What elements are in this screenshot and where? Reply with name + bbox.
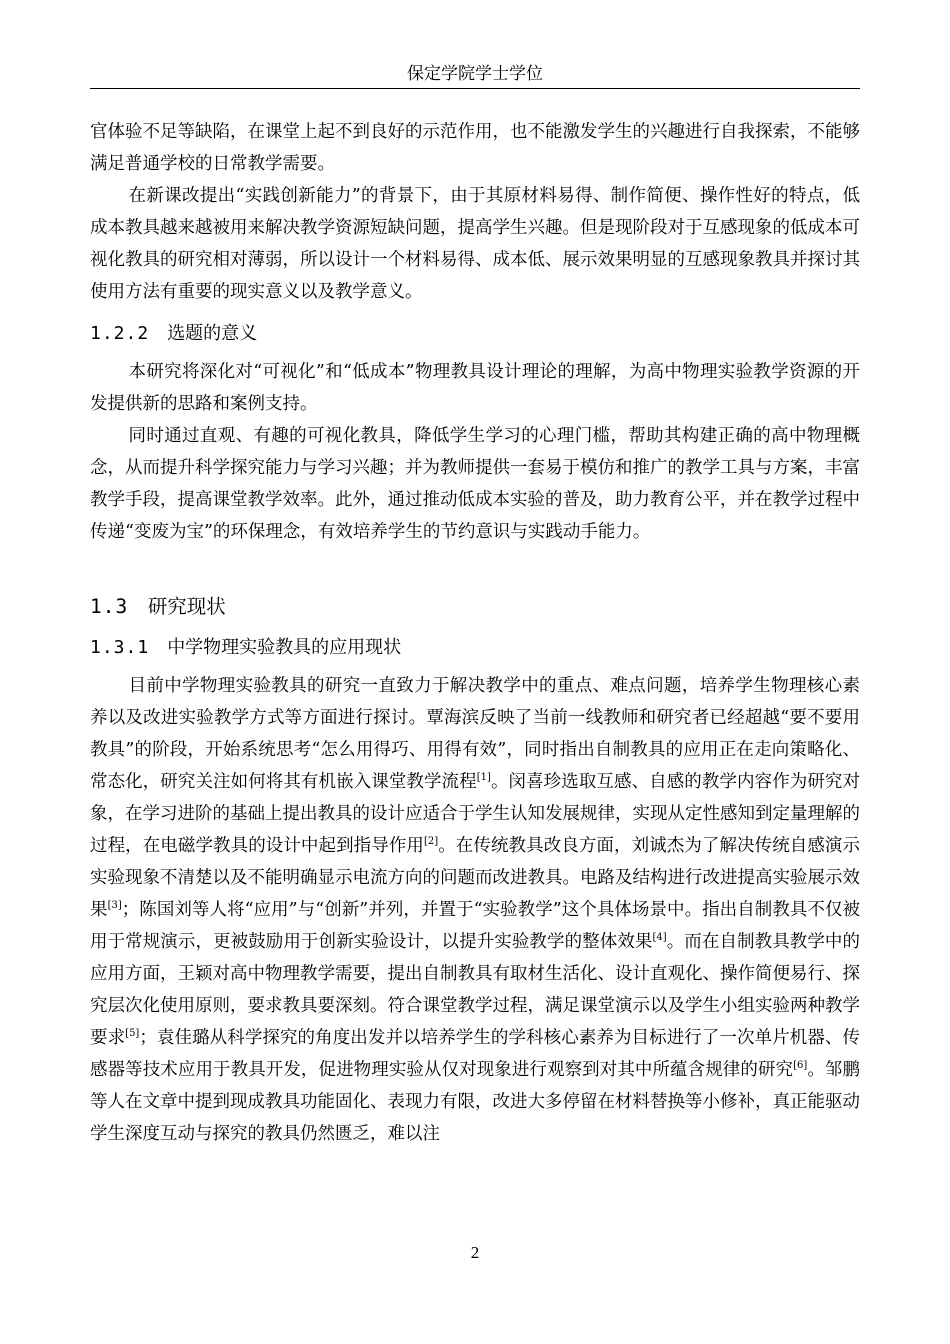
paragraph-significance-1: 本研究将深化对“可视化”和“低成本”物理教具设计理论的理解，为高中物理实验教学资源的开发提供新的思路和案例支持。 (90, 362, 860, 414)
paragraph-continued: 官体验不足等缺陷，在课堂上起不到良好的示范作用，也不能激发学生的兴趣进行自我探索，不能够满足普通学校的日常教学需要。 (90, 122, 860, 174)
running-header: 保定学院学士学位 (407, 64, 543, 84)
document-body (90, 116, 860, 1150)
citation-5: [5] (125, 1028, 140, 1039)
header-divider (90, 88, 860, 89)
section-number: 1.3.1 (90, 637, 150, 658)
paragraph-background: 在新课改提出“实践创新能力”的背景下，由于其原材料易得、制作简便、操作性好的特点，低成本教具越来越被用来解决教学资源短缺问题，提高学生兴趣。但是现阶段对于互感现象的低成本可视化教具的研究相对薄弱，所以设计一个材料易得、成本低、展示效果明显的互感现象教具并探讨其使用方法有重要的现实意义以及教学意义。 (90, 186, 860, 302)
citation-1: [1] (476, 772, 491, 783)
section-title: 选题的意义 (167, 323, 258, 344)
citation-3: [3] (107, 900, 122, 911)
section-title: 研究现状 (147, 595, 226, 618)
section-number: 1.3 (90, 595, 129, 618)
section-heading-1-3 (90, 592, 860, 622)
section-title: 中学物理实验教具的应用现状 (167, 637, 402, 658)
section-heading-1-3-1 (90, 634, 860, 662)
citation-6: [6] (793, 1060, 808, 1071)
page-number: 2 (470, 1243, 480, 1262)
section-heading-1-2-2 (90, 320, 860, 348)
citation-4: [4] (652, 932, 667, 943)
section-number: 1.2.2 (90, 323, 150, 344)
paragraph-significance-2: 同时通过直观、有趣的可视化教具，降低学生学习的心理门槛，帮助其构建正确的高中物理概念，从而提升科学探究能力与学习兴趣；并为教师提供一套易于模仿和推广的教学工具与方案，丰富教学手段，提高课堂教学效率。此外，通过推动低成本实验的普及，助力教育公平，并在教学过程中传递“变废为宝”的环保理念，有效培养学生的节约意识与实践动手能力。 (90, 426, 860, 542)
paragraph-research-status: 目前中学物理实验教具的研究一直致力于解决教学中的重点、难点问题，培养学生物理核心素养以及改进实验教学方式等方面进行探讨。覃海滨反映了当前一线教师和研究者已经超越“要不要用教具”的阶段，开始系统思考“怎么用得巧、用得有效”，同时指出自制教具的应用正在走向策略化、常态化，研究关注如何将其有机嵌入课堂教学流程[1]。闵喜珍选取互感、自感的教学内容作为研究对象，在学习进阶的基础上提出教具的设计应适合于学生认知发展规律，实现从定性感知到定量理解的过程，在电磁学教具的设计中起到指导作用[2]。在传统教具改良方面，刘诚杰为了解决传统自感演示实验现象不清楚以及不能明确显示电流方向的问题而改进教具。电路及结构进行改进提高实验展示效果[3]；陈国刘等人将“应用”与“创新”并列，并置于“实验教学”这个具体场景中。指出自制教具不仅被用于常规演示，更被鼓励用于创新实验设计，以提升实验教学的整体效果[4]。而在自制教具教学中的应用方面，王颖对高中物理教学需要，提出自制教具有取材生活化、设计直观化、操作简便易行、探究层次化使用原则，要求教具要深刻。符合课堂教学过程，满足课堂演示以及学生小组实验两种教学要求[5]；袁佳璐从科学探究的角度出发并以培养学生的学科核心素养为目标进行了一次单片机器、传感器等技术应用于教具开发，促进物理实验从仅对现象进行观察到对其中所蕴含规律的研究[6]。邹鹏等人在文章中提到现成教具功能固化、表现力有限，改进大多停留在材料替换等小修补，真正能驱动学生深度互动与探究的教具仍然匮乏，难以注 (90, 676, 861, 1144)
citation-2: [2] (423, 836, 439, 847)
